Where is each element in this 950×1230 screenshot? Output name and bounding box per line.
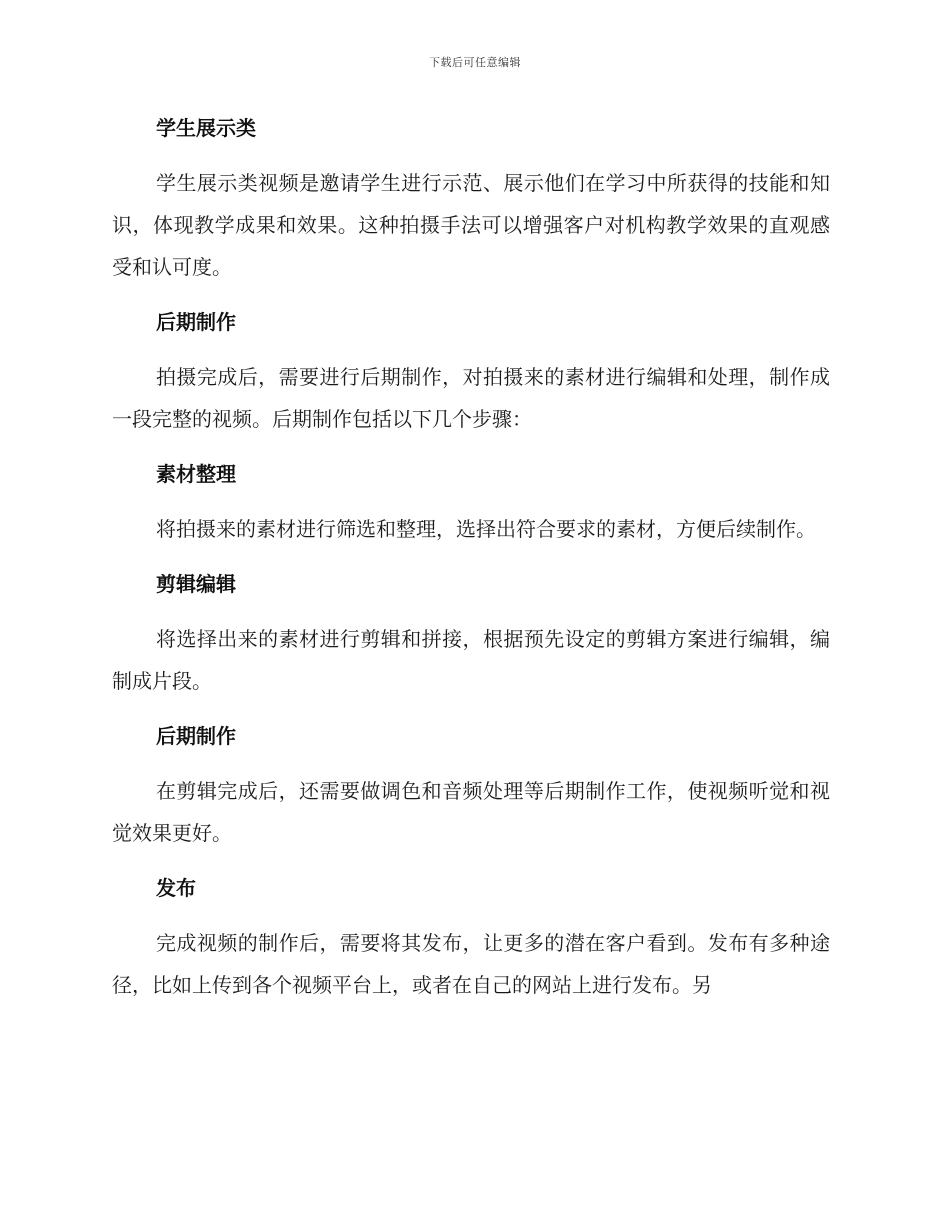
section-heading: 后期制作 <box>156 724 236 748</box>
document-body <box>112 108 830 1020</box>
section-post-processing <box>112 716 830 854</box>
section-paragraph: 将拍摄来的素材进行筛选和整理，选择出符合要求的素材，方便后续制作。 <box>156 517 816 541</box>
section-paragraph: 完成视频的制作后，需要将其发布，让更多的潜在客户看到。发布有多种途径，比如上传到各个视频平台上，或者在自己的网站上进行发布。另 <box>112 931 830 997</box>
section-paragraph: 拍摄完成后，需要进行后期制作，对拍摄来的素材进行编辑和处理，制作成一段完整的视频。后期制作包括以下几个步骤： <box>112 365 830 431</box>
section-heading: 发布 <box>156 876 196 900</box>
page-header: 下载后可任意编辑 <box>429 56 521 69</box>
section-heading: 剪辑编辑 <box>156 572 236 596</box>
section-cutting-editing <box>112 564 830 702</box>
section-publishing <box>112 868 830 1006</box>
section-material-organizing <box>112 454 830 550</box>
section-paragraph: 将选择出来的素材进行剪辑和拼接，根据预先设定的剪辑方案进行编辑，编制成片段。 <box>112 627 830 693</box>
section-student-showcase <box>112 108 830 288</box>
section-paragraph: 在剪辑完成后，还需要做调色和音频处理等后期制作工作，使视频听觉和视觉效果更好。 <box>112 779 830 845</box>
section-post-production <box>112 302 830 440</box>
section-paragraph: 学生展示类视频是邀请学生进行示范、展示他们在学习中所获得的技能和知识，体现教学成果和效果。这种拍摄手法可以增强客户对机构教学效果的直观感受和认可度。 <box>112 171 830 279</box>
section-heading: 素材整理 <box>156 462 236 486</box>
section-heading: 后期制作 <box>156 310 236 334</box>
section-heading: 学生展示类 <box>156 116 256 140</box>
